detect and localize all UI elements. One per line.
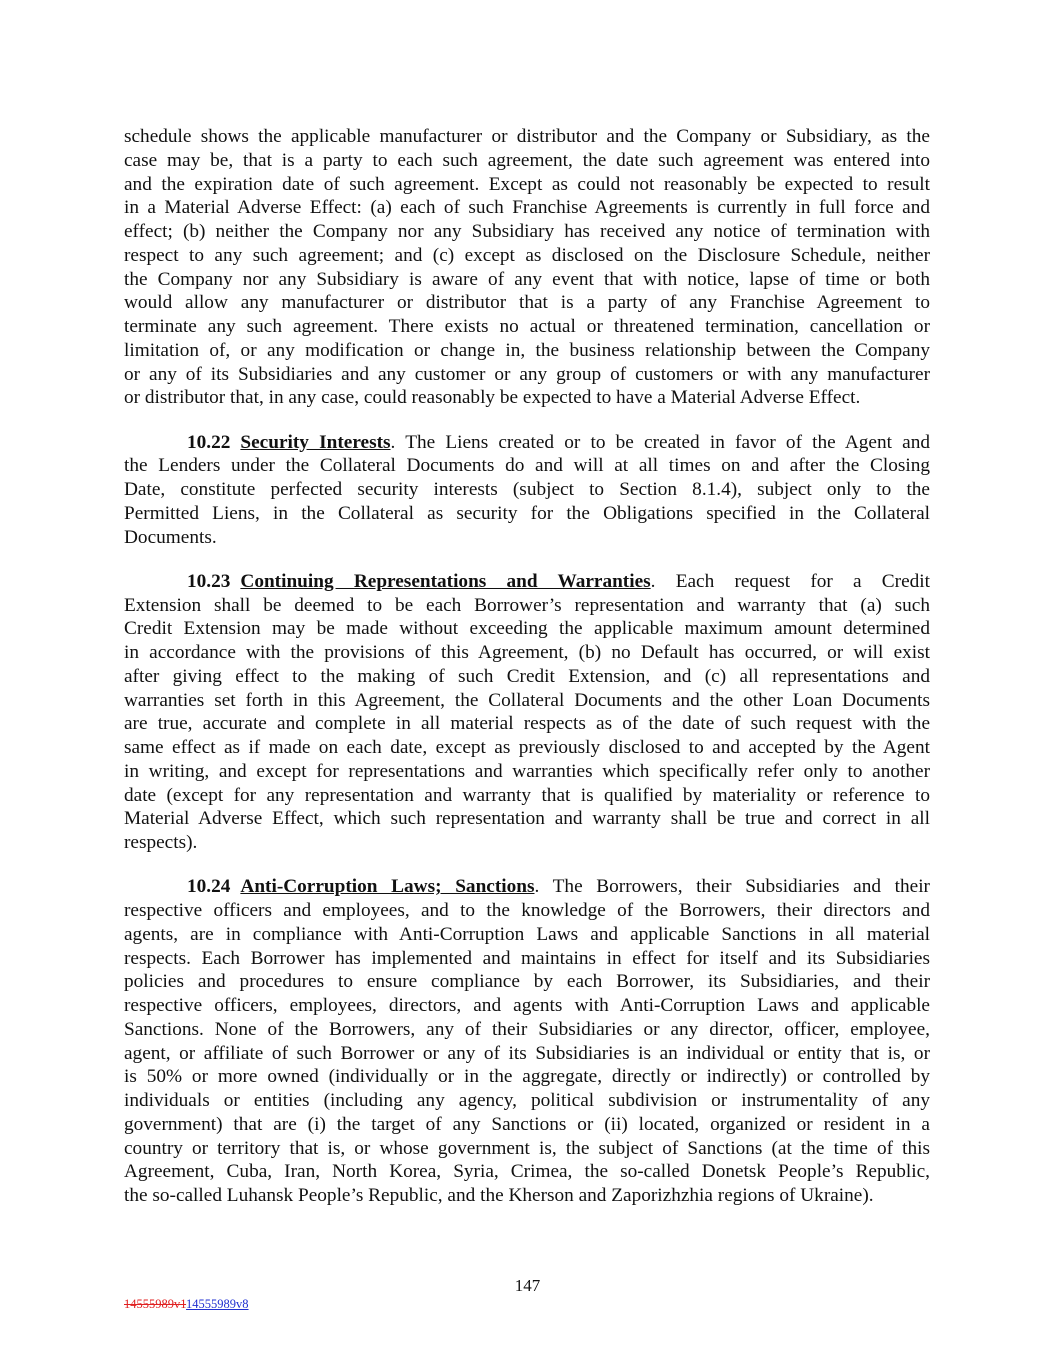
text-line: and the expiration date of such agreement. Except as could not reasonably be expected to result — [124, 173, 930, 195]
text-line: respect to any such agreement; and (c) except as disclosed on the Disclosure Schedule, neither — [124, 244, 930, 266]
text-line: Documents. — [124, 526, 217, 548]
text-line: agents, are in compliance with Anti-Corruption Laws and applicable Sanctions in all material — [124, 923, 930, 945]
text-line: is 50% or more owned (individually or in the aggregate, directly or indirectly) or controlled by — [124, 1066, 930, 1088]
text-line: Date, constitute perfected security interests (subject to Section 8.1.4), subject only to the — [124, 479, 930, 500]
text-line: respective officers and employees, and to the knowledge of the Borrowers, their directors and — [124, 900, 930, 921]
section-number: 10.22 — [187, 431, 231, 453]
section-number: 10.24 — [187, 876, 231, 898]
section-10-24 — [124, 875, 930, 1208]
text-line: terminate any such agreement. There exists no actual or threatened termination, cancellation or — [124, 316, 930, 337]
text-line: schedule shows the applicable manufacturer or distributor and the Company or Subsidiary, as the — [124, 126, 930, 147]
text-line: country or territory that is, or whose government is, the subject of Sanctions (at the time of this — [124, 1137, 930, 1159]
text-line: individuals or entities (including any agency, political subdivision or instrumentality of any — [124, 1090, 930, 1111]
text-line: agent, or affiliate of such Borrower or any of its Subsidiaries is an individual or entity that is, or — [124, 1042, 930, 1064]
text-line: respects). — [124, 832, 198, 853]
text-line: warranties set forth in this Agreement, the Collateral Documents and the other Loan Documents — [124, 689, 930, 711]
section-title: Anti-Corruption Laws; Sanctions — [240, 876, 535, 898]
text-line: Material Adverse Effect, which such representation and warranty shall be true and correct in all — [124, 808, 930, 830]
text-line: respects. Each Borrower has implemented and maintains in effect for itself and its Subsidiaries — [124, 947, 930, 969]
text-line: the Company nor any Subsidiary is aware of any event that with notice, lapse of time or both — [124, 268, 930, 290]
text-line: in writing, and except for representations and warranties which specifically refer only to another — [124, 760, 930, 782]
text-line: Permitted Liens, in the Collateral as security for the Obligations specified in the Collateral — [124, 502, 930, 524]
text-line: case may be, that is a party to each such agreement, the date such agreement was entered into — [124, 149, 930, 171]
text-line: respective officers, employees, directors, and agents with Anti-Corruption Laws and applicable — [124, 995, 930, 1016]
section-title: Continuing Representations and Warranties — [240, 570, 651, 592]
text-line: same effect as if made on each date, except as previously disclosed to and accepted by the Agent — [124, 737, 930, 758]
paragraph — [124, 125, 930, 410]
text-line: Agreement, Cuba, Iran, North Korea, Syria, Crimea, the so-called Donetsk People’s Republic, — [124, 1161, 930, 1183]
page-number: 147 — [514, 1276, 541, 1295]
text-line: limitation of, or any modification or change in, the business relationship between the Company — [124, 339, 930, 361]
text-line: government) that are (i) the target of any Sanctions or (ii) located, organized or resident in a — [124, 1113, 930, 1135]
document-id — [124, 1297, 249, 1312]
section-number: 10.23 — [187, 570, 231, 592]
text-line: or distributor that, in any case, could reasonably be expected to have a Material Adverse Effect. — [124, 387, 861, 409]
text-line: after giving effect to the making of such Credit Extension, and (c) all representations and — [124, 665, 930, 687]
text-line: would allow any manufacturer or distributor that is a party of any Franchise Agreement to — [124, 292, 930, 314]
section-title: Security Interests — [240, 431, 391, 453]
document-id-inserted: 14555989v8 — [186, 1297, 249, 1311]
text-line: the so-called Luhansk People’s Republic, and the Kherson and Zaporizhzhia regions of Ukraine). — [124, 1185, 874, 1206]
text-line: or any of its Subsidiaries and any customer or any group of customers or with any manufacturer — [124, 363, 930, 385]
section-first-line-text: . The Borrowers, their Subsidiaries and their — [534, 876, 930, 898]
text-line: Credit Extension may be made without exceeding the applicable maximum amount determined — [124, 618, 930, 640]
section-first-line-text: . Each request for a Credit — [650, 570, 930, 592]
document-id-deleted: 14555989v1 — [124, 1297, 187, 1311]
text-line: effect; (b) neither the Company nor any Subsidiary has received any notice of termination with — [124, 221, 930, 242]
text-line: date (except for any representation and warranty that is qualified by materiality or reference to — [124, 784, 930, 806]
section-heading-line — [124, 875, 930, 899]
text-line: are true, accurate and complete in all material respects as of the date of such request with the — [124, 713, 930, 735]
section-heading-line — [124, 431, 930, 455]
text-line: policies and procedures to ensure compliance by each Borrower, its Subsidiaries, and their — [124, 971, 930, 993]
document-body — [124, 125, 930, 1228]
text-line: the Lenders under the Collateral Documents do and will at all times on and after the Closing — [124, 455, 930, 477]
section-10-22 — [124, 431, 930, 550]
section-10-23 — [124, 570, 930, 855]
section-first-line-text: . The Liens created or to be created in favor of the Agent and — [390, 431, 931, 453]
text-line: Sanctions. None of the Borrowers, any of their Subsidiaries or any director, officer, employee, — [124, 1018, 930, 1040]
section-heading-line — [124, 570, 930, 594]
text-line: in accordance with the provisions of this Agreement, (b) no Default has occurred, or will exist — [124, 642, 930, 663]
text-line: Extension shall be deemed to be each Borrower’s representation and warranty that (a) such — [124, 594, 930, 616]
text-line: in a Material Adverse Effect: (a) each of such Franchise Agreements is currently in full force and — [124, 197, 930, 219]
